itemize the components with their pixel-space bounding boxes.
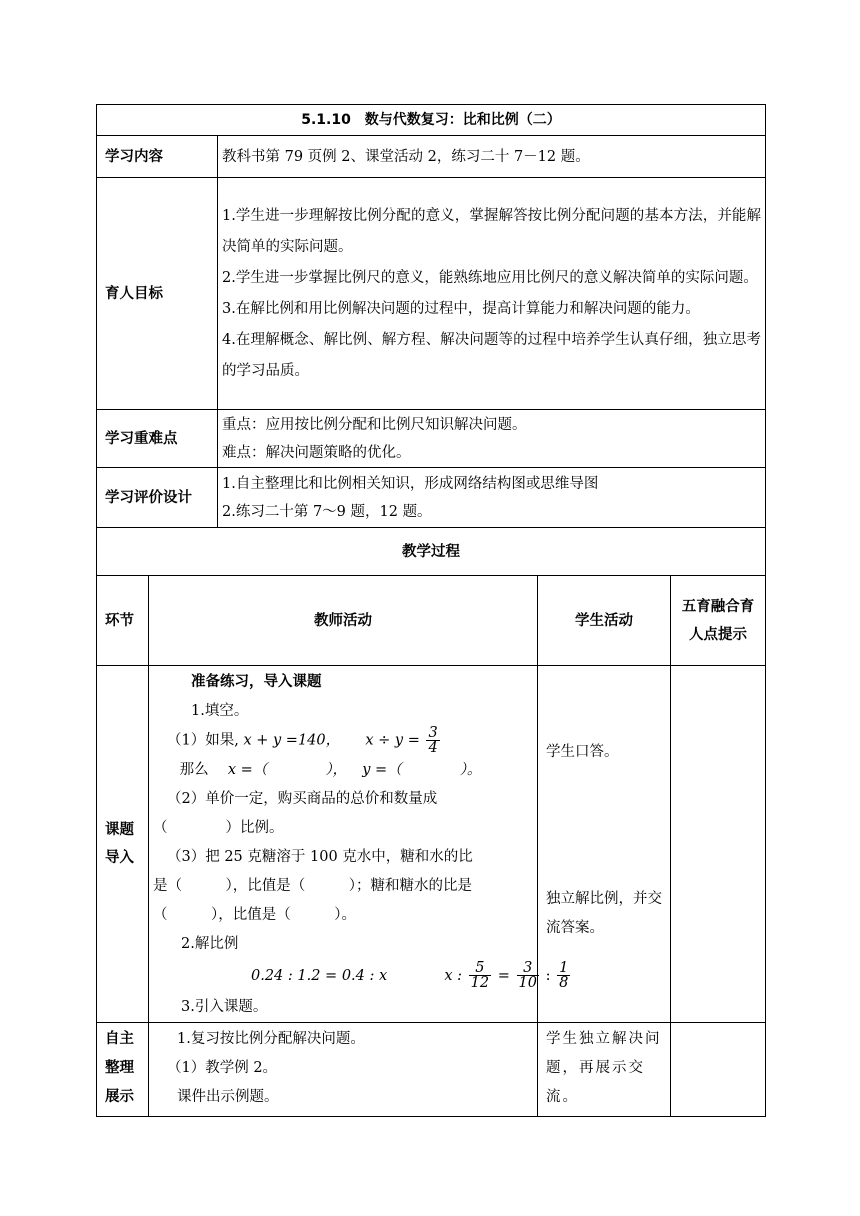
- five-organize: [671, 1022, 766, 1116]
- goals-list: [218, 178, 766, 410]
- q2-line-cont: （ ）比例。: [153, 819, 284, 836]
- q1-answer-line: 那么 x =（ ）， y =（ ）。: [179, 761, 482, 778]
- intro-heading: 准备练习，导入课题: [191, 674, 322, 690]
- student-answer-oral: 学生口答。: [546, 744, 619, 760]
- intro-topic: 3.引入课题。: [181, 998, 268, 1015]
- hard-point: 难点：解决问题策略的优化。: [222, 444, 411, 461]
- organize-line: 课件出示例题。: [177, 1088, 279, 1105]
- col-student-header: 学生活动: [538, 576, 671, 666]
- assessment-item: 1.自主整理比和比例相关知识，形成网络结构图或思维导图: [222, 475, 599, 492]
- q1-line: （1）如果, x + y =140， x ÷ y = $\frac{3}{4}$: [167, 725, 438, 756]
- goals-label: 育人目标: [97, 178, 218, 410]
- stage-organize-label: 自主整理展示: [105, 1030, 134, 1105]
- equation-a: 0.24 : 1.2 = 0.4 : x: [251, 967, 388, 984]
- process-header: 教学过程: [97, 528, 766, 576]
- lesson-plan-table: [96, 104, 766, 1117]
- key-point: 重点：应用按比例分配和比例尺知识解决问题。: [222, 416, 527, 433]
- q2-line: （2）单价一定，购买商品的总价和数量成: [167, 790, 438, 807]
- organize-line: 1.复习按比例分配解决问题。: [177, 1030, 365, 1047]
- stage-organize: [97, 1022, 149, 1116]
- lesson-title: 5.1.10 数与代数复习：比和比例（二）: [97, 105, 766, 136]
- five-intro: [671, 666, 766, 1023]
- assessment-item: 2.练习二十第 7～9 题，12 题。: [222, 503, 432, 520]
- q3-line-end: （ ），比值是（ ）。: [153, 906, 356, 923]
- fraction: $\frac{5}{12}$: [470, 960, 490, 991]
- fraction: $\frac{3}{10}$: [518, 960, 537, 991]
- student-organize: [538, 1022, 671, 1116]
- teacher-intro: [149, 666, 569, 1023]
- organize-line: （1）教学例 2。: [167, 1059, 278, 1076]
- assessment-text: [218, 468, 766, 528]
- student-organize-text: 学生独立解决问题，再展示交流。: [546, 1030, 662, 1105]
- difficulty-text: [218, 410, 766, 468]
- col-teacher-header: 教师活动: [149, 576, 538, 666]
- fill-title: 1.填空。: [191, 703, 249, 719]
- goal-item: 3.在解比例和用比例解决问题的过程中，提高计算能力和解决问题的能力。: [222, 300, 700, 317]
- q3-line-cont: 是（ ），比值是（ ）；糖和糖水的比是: [153, 877, 472, 894]
- difficulty-label: 学习重难点: [97, 410, 218, 468]
- q3-line: （3）把 25 克糖溶于 100 克水中，糖和水的比: [167, 848, 473, 865]
- goal-item: 1.学生进一步理解按比例分配的意义，掌握解答按比例分配问题的基本方法，并能解决简单的实际问题。: [222, 207, 762, 255]
- equation-b-x: x :: [444, 967, 463, 984]
- col-stage-header: 环节: [97, 576, 149, 666]
- student-answer-solve: 独立解比例，并交流答案。: [546, 891, 662, 936]
- goal-item: 4.在理解概念、解比例、解方程、解决问题等的过程中培养学生认真仔细，独立思考的学习品质。: [222, 331, 762, 379]
- equations-line: 0.24 : 1.2 = 0.4 : x x : $\frac{5}{12}$ = $\frac{3}{10}$ : $\frac{1}{8}$: [251, 960, 569, 991]
- solve-title: 2.解比例: [181, 935, 239, 952]
- teacher-organize: [149, 1022, 538, 1116]
- stage-intro-label: 课题导入: [105, 821, 134, 866]
- fraction: $\frac{1}{8}$: [559, 960, 569, 991]
- content-label: 学习内容: [97, 136, 218, 178]
- fraction: $\frac{3}{4}$: [428, 725, 438, 756]
- goal-item: 2.学生进一步掌握比例尺的意义，能熟练地应用比例尺的意义解决简单的实际问题。: [222, 269, 758, 286]
- lesson-plan: [96, 104, 765, 1117]
- stage-intro: [97, 666, 149, 1023]
- col-five-header: 五育融合育人点提示: [671, 576, 766, 666]
- content-text: 教科书第 79 页例 2、课堂活动 2，练习二十 7－12 题。: [218, 136, 766, 178]
- assessment-label: 学习评价设计: [97, 468, 218, 528]
